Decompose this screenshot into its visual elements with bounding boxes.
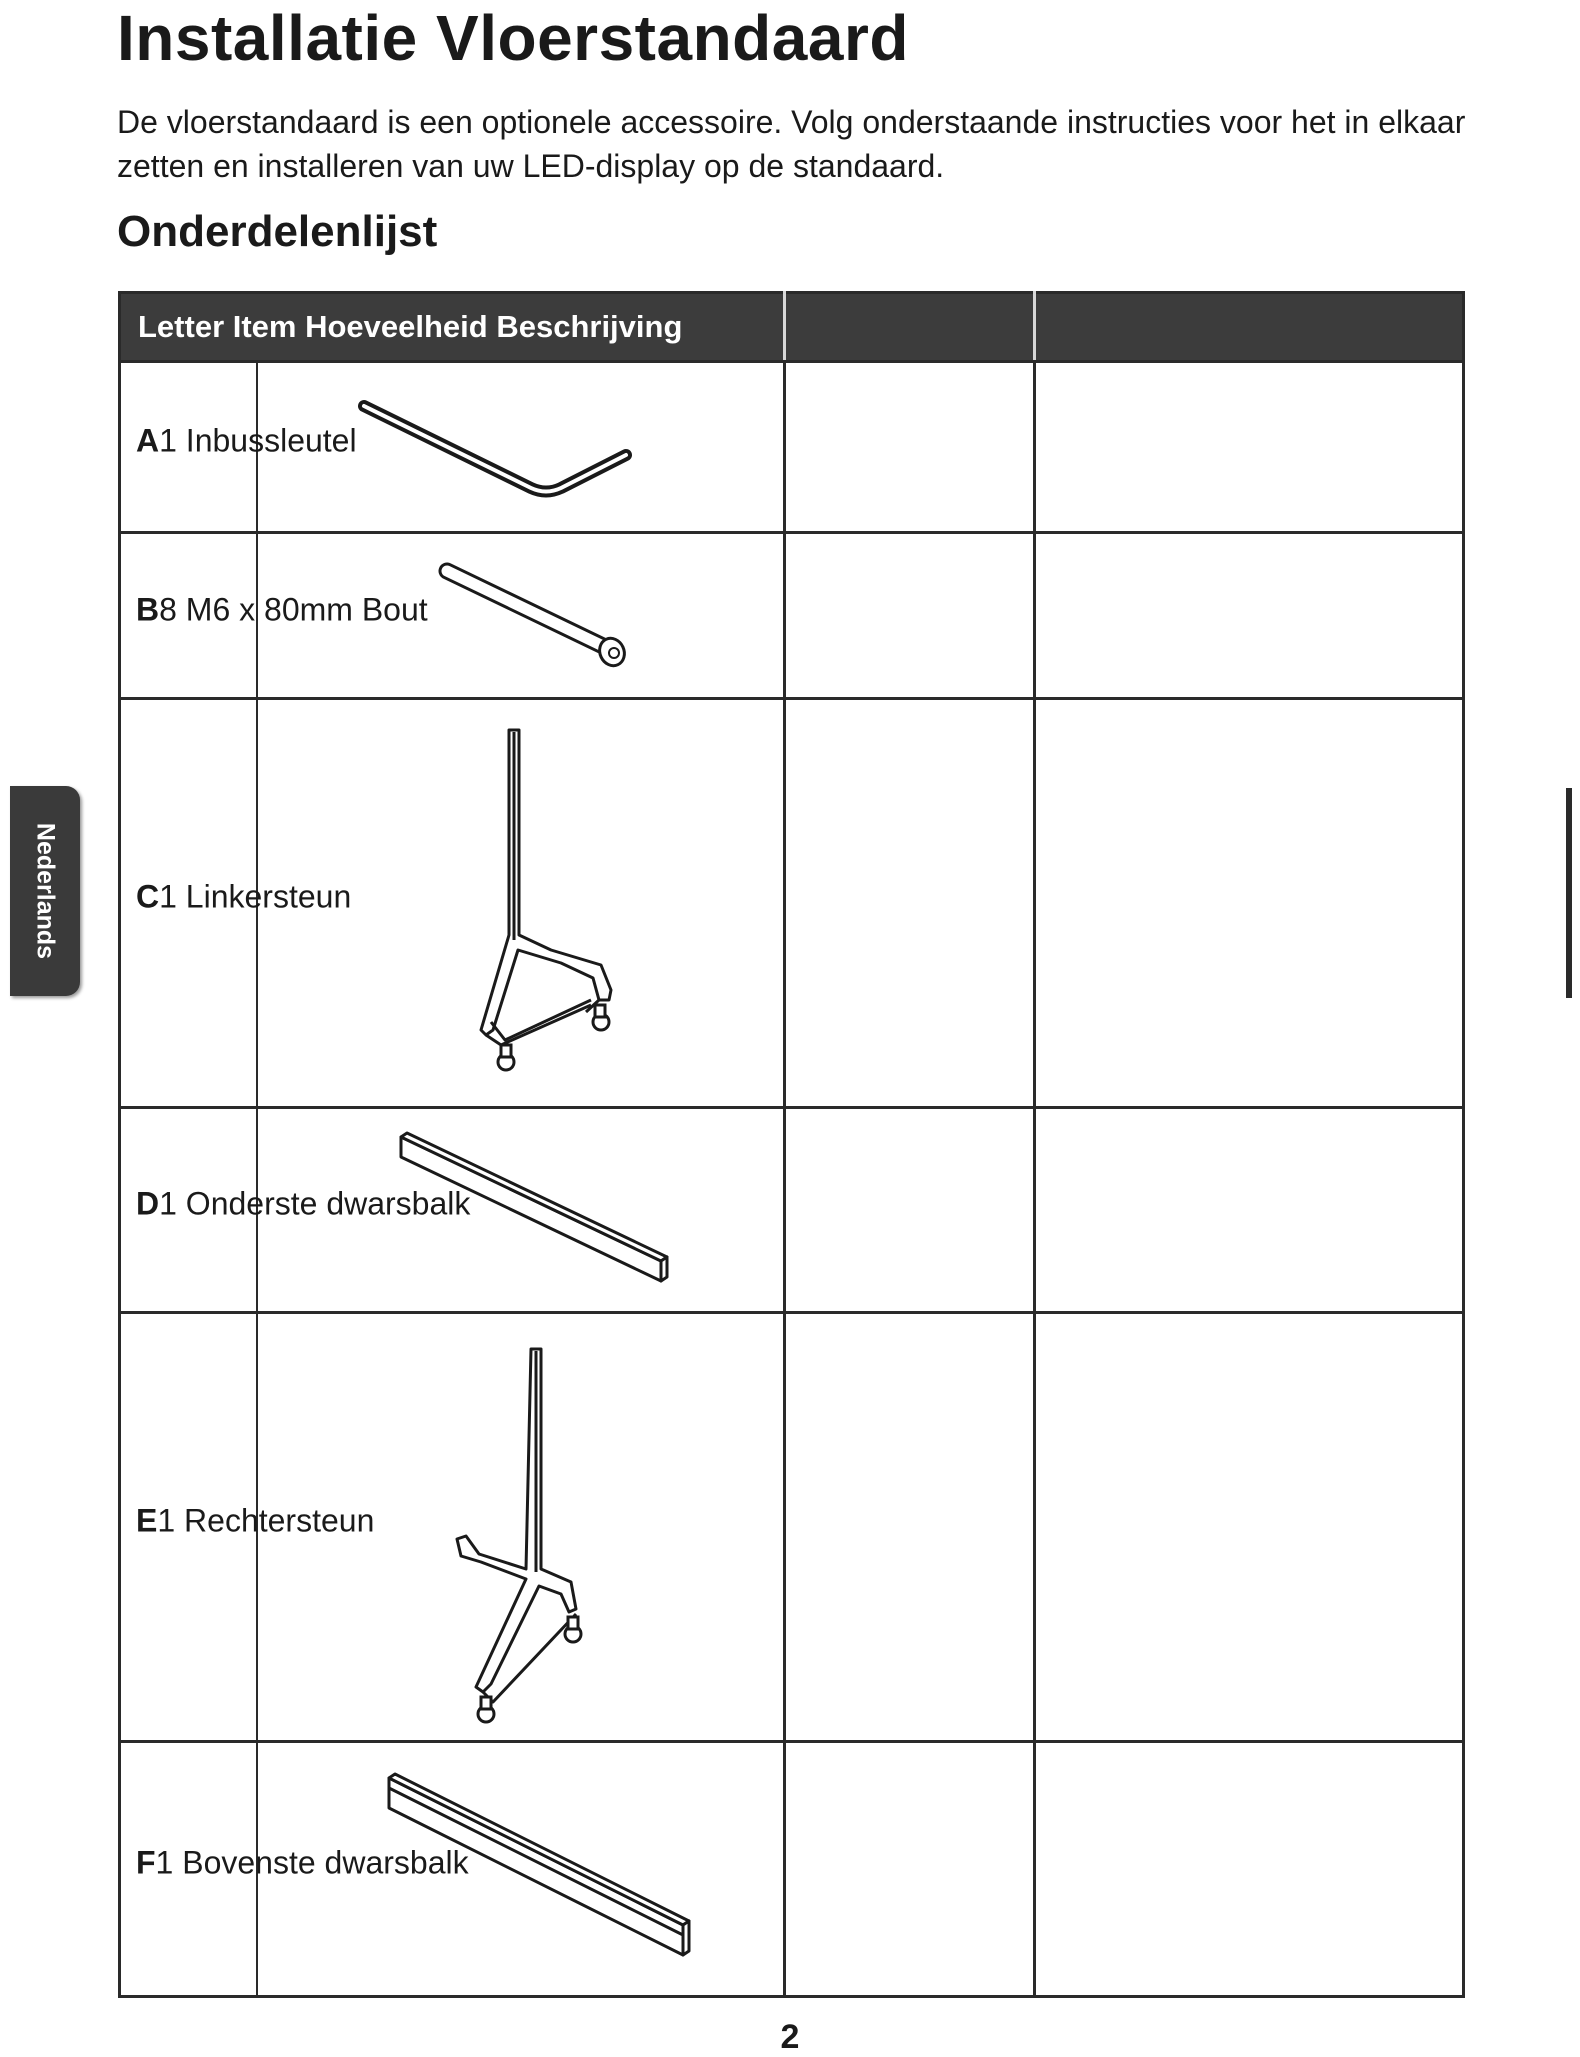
item-text: 1 Inbussleutel <box>159 422 357 459</box>
item-label <box>136 1186 470 1223</box>
quantity-cell <box>785 362 1035 533</box>
table-row <box>120 362 1464 533</box>
table-header-blank <box>785 293 1035 362</box>
quantity-cell <box>785 1742 1035 1997</box>
item-cell <box>120 1108 785 1313</box>
description-cell <box>1035 533 1464 699</box>
item-text: 1 Rechtersteun <box>157 1502 375 1539</box>
item-label <box>136 1845 469 1882</box>
description-cell <box>1035 1108 1464 1313</box>
description-cell <box>1035 362 1464 533</box>
item-label <box>136 591 428 628</box>
item-cell <box>120 1313 785 1742</box>
table-header: Letter Item Hoeveelheid Beschrijving <box>120 293 785 362</box>
item-text: 8 M6 x 80mm Bout <box>159 591 428 627</box>
table-header-blank <box>1035 293 1464 362</box>
item-cell <box>120 533 785 699</box>
description-cell <box>1035 1313 1464 1742</box>
table-row <box>120 533 1464 699</box>
table-row <box>120 1742 1464 1997</box>
item-letter: D <box>136 1185 160 1222</box>
intro-paragraph: De vloerstandaard is een optionele accessoire. Volg onderstaande instructies voor het in elkaar zetten en installeren van uw LED-display op de standaard. <box>117 104 1466 184</box>
item-text: 1 Bovenste dwarsbalk <box>155 1844 469 1881</box>
item-label <box>136 1503 374 1540</box>
quantity-cell <box>785 1313 1035 1742</box>
description-cell <box>1035 699 1464 1108</box>
item-cell <box>120 1742 785 1997</box>
table-row <box>120 699 1464 1108</box>
table-row <box>120 1313 1464 1742</box>
item-label <box>136 423 357 460</box>
item-letter: F <box>136 1844 156 1881</box>
page-number: 2 <box>780 2018 800 2056</box>
parts-table <box>118 291 1465 1998</box>
language-tab <box>10 786 80 996</box>
table-header-row <box>120 293 1464 362</box>
language-tab-label: Nederlands <box>31 822 60 960</box>
description-cell <box>1035 1742 1464 1997</box>
section-title: Onderdelenlijst <box>117 207 438 256</box>
edge-marker <box>1566 788 1572 998</box>
item-text: 1 Linkersteun <box>159 878 352 915</box>
item-cell <box>120 362 785 533</box>
item-letter: A <box>136 422 160 459</box>
item-letter: C <box>136 878 160 915</box>
item-text: 1 Onderste dwarsbalk <box>159 1185 471 1222</box>
item-letter: B <box>136 591 160 627</box>
quantity-cell <box>785 699 1035 1108</box>
quantity-cell <box>785 1108 1035 1313</box>
item-letter: E <box>136 1502 158 1539</box>
page-title: Installatie Vloerstandaard <box>117 2 909 74</box>
item-label <box>136 879 351 916</box>
item-cell <box>120 699 785 1108</box>
table-row <box>120 1108 1464 1313</box>
quantity-cell <box>785 533 1035 699</box>
